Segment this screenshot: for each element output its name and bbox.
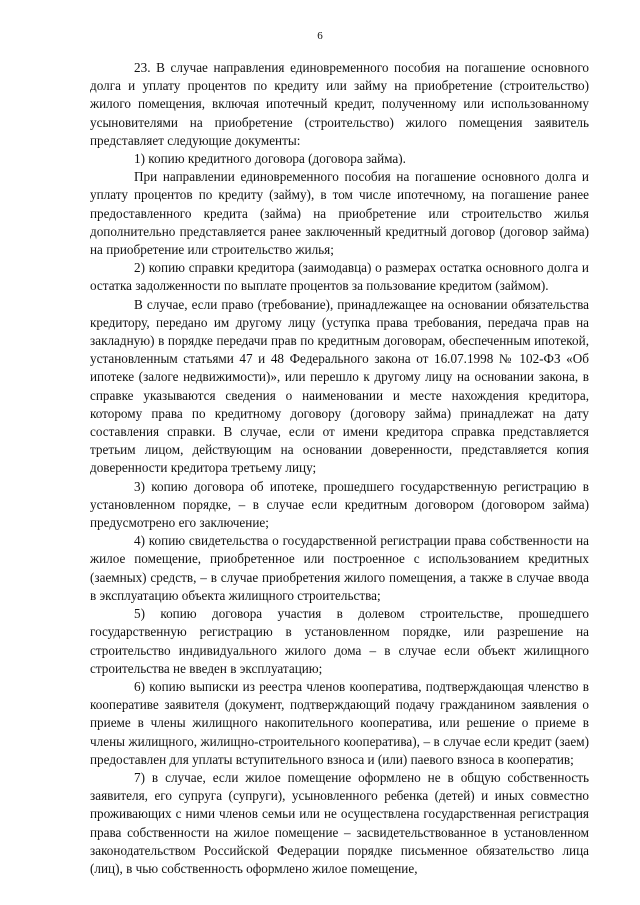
paragraph-23-intro: 23. В случае направления единовременного пособия на погашение основного долга и уплату процентов по кредиту или займу на приобретение (строительство) жилого помещения, включая ипотечный кредит, полученному или использованному усыновителями на приобретение (строительство) жилого помещения заявитель представляет следующие документы: xyxy=(90,60,589,148)
page-number: 6 xyxy=(317,30,323,42)
paragraph-item-5: 5) копию договора участия в долевом строительстве, прошедшего государственную регистрацию в установленном порядке, или разрешение на строительство индивидуального жилого дома – в случае если объект жилищного строительства не введен в эксплуатацию; xyxy=(90,606,589,676)
paragraph-item-6: 6) копию выписки из реестра членов кооператива, подтверждающая членство в кооперативе заявителя (документ, подтверждающий подачу гражданином заявления о приеме в члены жилищного накопительного кооператива, или решение о приеме в члены жилищного, жилищно-строительного кооператива), – в случае если кредит (заем) предоставлен для уплаты вступительного взноса и (или) паевого взноса в кооператив; xyxy=(90,678,589,767)
paragraph-item-4: 4) копию свидетельства о государственной регистрации права собственности на жилое помещение, приобретенное или построенное с использованием кредитных (заемных) средств, – в случае приобретения жилого помещения, а также в случае ввода в эксплуатацию объекта жилищного строительства; xyxy=(90,533,589,603)
paragraph-item-1: 1) копию кредитного договора (договора займа). xyxy=(134,151,406,167)
paragraph-item-1-note: При направлении единовременного пособия на погашение основного долга и уплату процентов по кредиту (займу), в том числе ипотечному, на погашение ранее предоставленного кредита (займа) на приобретение или строительство жилья дополнительно представляется ранее заключенный кредитный договор (договор займа) на приобретение или строительство жилья; xyxy=(90,169,589,258)
paragraph-item-2-note: В случае, если право (требование), принадлежащее на основании обязательства кредитору, передано им другому лицу (уступка права требования, передача прав на закладную) в порядке передачи прав по кредитным договорам, обеспеченным ипотекой, установленным статьями 47 и 48 Федерального закона от 16.07.1998 № 102-ФЗ «Об ипотеке (залоге недвижимости)», или перешло к другому лицу на основании закона, в справке указываются сведения о наименовании и месте нахождения кредитора, которому права по кредитному договору (договору займа) принадлежат на дату составления справки. В случае, если от имени кредитора справка представляется третьим лицом, действующим на основании доверенности, представляется копия доверенности кредитора третьему лицу; xyxy=(90,296,589,476)
paragraph-item-7: 7) в случае, если жилое помещение оформлено не в общую собственность заявителя, его супруга (супруги), усыновленного ребенка (детей) и иных совместно проживающих с ними членов семьи или не осуществлена государственная регистрация права собственности на жилое помещение – засвидетельствованное в установленном законодательством Российской Федерации порядке письменное обязательство лица (лиц), в чью собственность оформлено жилое помещение, xyxy=(90,769,589,876)
paragraph-item-2: 2) копию справки кредитора (заимодавца) о размерах остатка основного долга и остатка задолженности по выплате процентов за пользование кредитом (займом). xyxy=(90,260,589,294)
document-body xyxy=(90,59,589,878)
paragraph-item-3: 3) копию договора об ипотеке, прошедшего государственную регистрацию в установленном порядке, – в случае если кредитным договором (договором займа) предусмотрено его заключение; xyxy=(90,478,589,531)
